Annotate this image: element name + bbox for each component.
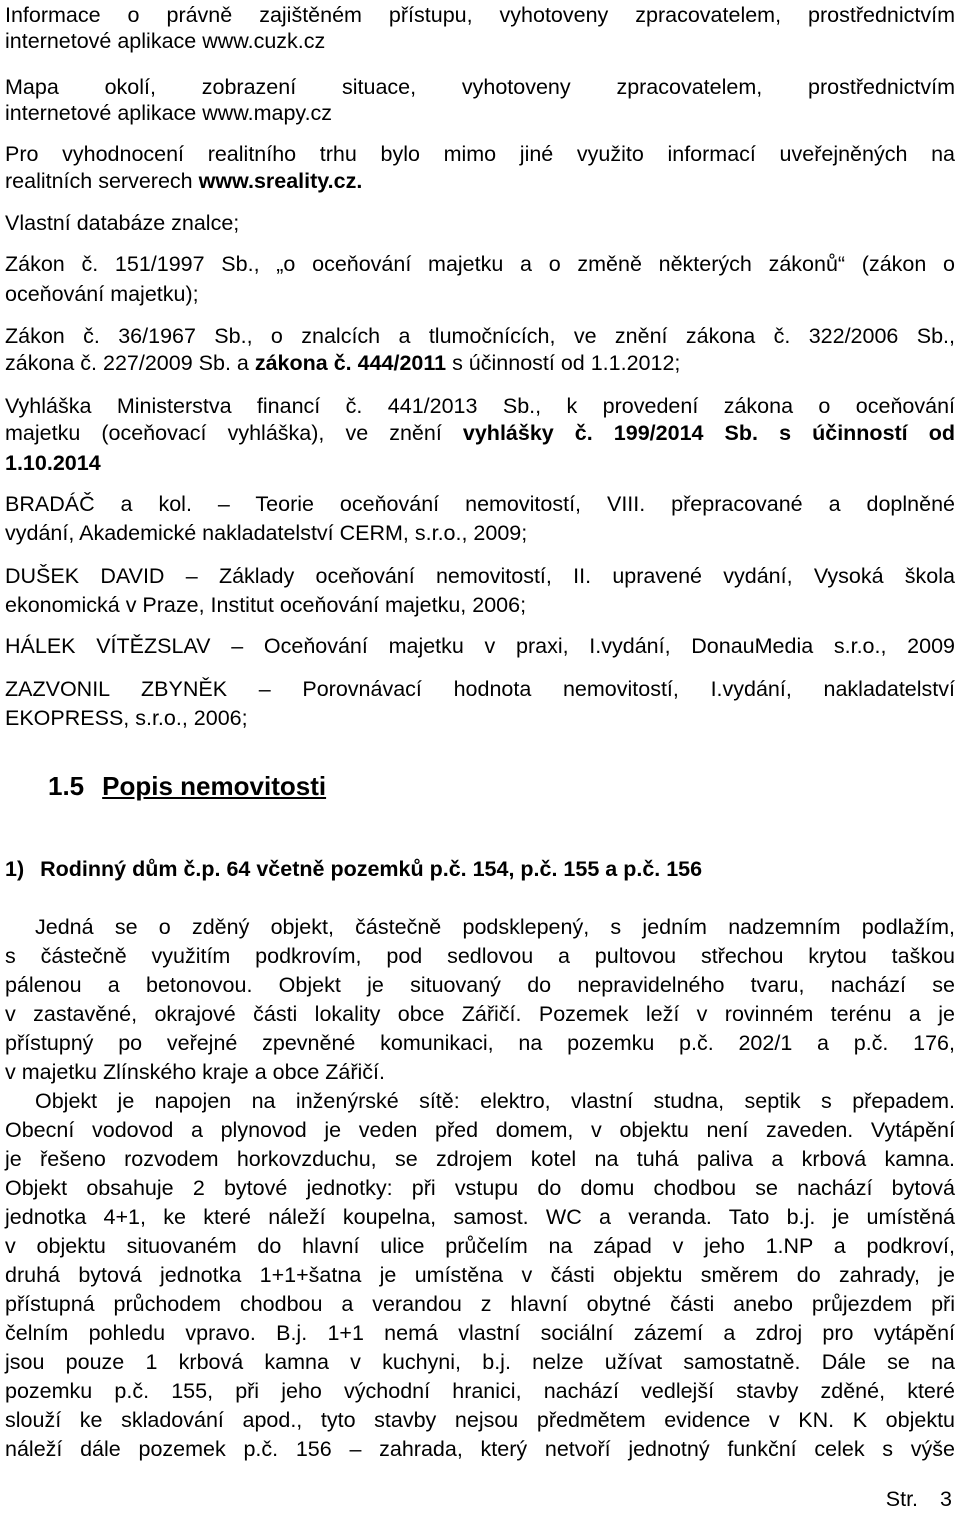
source-line: DUŠEK DAVID – Základy oceňování nemovitostí, II. upravené vydání, Vysoká škola [5,564,955,588]
section-title: Popis nemovitosti [102,771,327,801]
body-line: v zastavěné, okrajové části lokality obce Zářičí. Pozemek leží v rovinném terénu a je [5,1002,955,1026]
page-footer [886,1486,952,1512]
source-line: ekonomická v Praze, Institut oceňování majetku, 2006; [5,593,527,617]
source-line: Vyhláška Ministerstva financí č. 441/2013 Sb., k provedení zákona o oceňování [5,394,955,418]
page-label: Str. [885,1487,919,1511]
mapy-link[interactable]: www.mapy.cz [202,101,333,125]
sreality-link[interactable]: www.sreality.cz [198,169,357,193]
body-line: náleží dále pozemek p.č. 156 – zahrada, který netvoří jednotný funkční celek s výše [5,1437,955,1461]
subsection-title: Rodinný dům č.p. 64 včetně pozemků p.č. 154, p.č. 155 a p.č. 156 [40,857,703,881]
body-line: s částečně využitím podkrovím, pod sedlovou a pultovou střechou krytou taškou [5,944,955,968]
source-line: HÁLEK VÍTĚZSLAV – Oceňování majetku v praxi, I.vydání, DonauMedia s.r.o., 2009 [5,634,955,658]
body-line: je řešeno rozvodem horkovzduchu, se zdrojem kotel na tuhá paliva a krbová kamna. [5,1147,955,1171]
source-line: zákona č. 227/2009 Sb. a zákona č. 444/2011 s účinností od 1.1.2012; [5,351,681,375]
section-number: 1.5 [48,771,85,801]
source-line: internetové aplikace www.mapy.cz [5,101,333,125]
source-line: Pro vyhodnocení realitního trhu bylo mimo jiné využito informací uveřejněných na [5,142,955,166]
source-line: Vlastní databáze znalce; [5,211,240,235]
body-line: v objektu situovaném do hlavní ulice průčelím na západ v jeho 1.NP a podkroví, [5,1234,955,1258]
source-line: Informace o právně zajištěném přístupu, vyhotoveny zpracovatelem, prostřednictvím [5,3,955,27]
body-line: Objekt obsahuje 2 bytové jednotky: při vstupu do domu chodbou se nachází bytová [5,1176,955,1200]
body-line: v majetku Zlínského kraje a obce Zářičí. [5,1060,385,1084]
page-number: 3 [940,1487,952,1511]
body-line: druhá bytová jednotka 1+1+šatna je umístěna v části objektu směrem do zahrady, je [5,1263,955,1287]
body-line: Objekt je napojen na inženýrské sítě: elektro, vlastní studna, septik s přepadem. [35,1089,955,1113]
subsection-number: 1) [5,857,25,881]
source-line: vydání, Akademické nakladatelství CERM, s.r.o., 2009; [5,521,528,545]
source-line: Zákon č. 36/1967 Sb., o znalcích a tlumočnících, ve znění zákona č. 322/2006 Sb., [5,324,955,348]
source-line: BRADÁČ a kol. – Teorie oceňování nemovitostí, VIII. přepracované a doplněné [5,492,955,516]
cuzk-link[interactable]: www.cuzk.cz [202,29,326,53]
source-line: EKOPRESS, s.r.o., 2006; [5,706,248,730]
source-line: majetku (oceňovací vyhláška), ve znění vyhlášky č. 199/2014 Sb. s účinností od [5,421,955,445]
source-line: ZAZVONIL ZBYNĚK – Porovnávací hodnota nemovitostí, I.vydání, nakladatelství [5,677,955,701]
section-heading [48,771,326,801]
source-line: realitních serverech www.sreality.cz. [5,169,363,193]
body-line: jednotka 4+1, ke které náleží koupelna, samost. WC a veranda. Tato b.j. je umístěná [5,1205,955,1229]
body-line: slouží ke skladování apod., tyto stavby nejsou předmětem evidence v KN. K objektu [5,1408,955,1432]
source-line: 1.10.2014 [5,451,101,475]
body-line: Obecní vodovod a plynovod je veden před domem, v objektu není zaveden. Vytápění [5,1118,955,1142]
source-line: Mapa okolí, zobrazení situace, vyhotoveny zpracovatelem, prostřednictvím [5,75,955,99]
body-line: pálenou a betonovou. Objekt je situovaný do nepravidelného tvaru, nachází se [5,973,955,997]
body-line: Jedná se o zděný objekt, částečně podsklepený, s jedním nadzemním podlažím, [35,915,955,939]
source-line: internetové aplikace www.cuzk.cz [5,29,326,53]
body-line: jsou pouze 1 krbová kamna v kuchyni, b.j. nelze užívat samostatně. Dále se na [5,1350,955,1374]
body-line: přístupná průchodem chodbou a verandou z hlavní obytné části anebo průjezdem při [5,1292,955,1316]
body-line: čelním pohledu vpravo. B.j. 1+1 nemá vlastní sociální zázemí a zdroj pro vytápění [5,1321,955,1345]
body-line: přístupný po veřejné zpevněné komunikaci, na pozemku p.č. 202/1 a p.č. 176, [5,1031,955,1055]
subsection-heading [5,856,702,882]
source-line: oceňování majetku); [5,282,199,306]
source-line: Zákon č. 151/1997 Sb., „o oceňování majetku a o změně některých zákonů“ (zákon o [5,252,955,276]
body-line: pozemku p.č. 155, při jeho východní hranici, nachází vedlejší stavby zděné, které [5,1379,955,1403]
